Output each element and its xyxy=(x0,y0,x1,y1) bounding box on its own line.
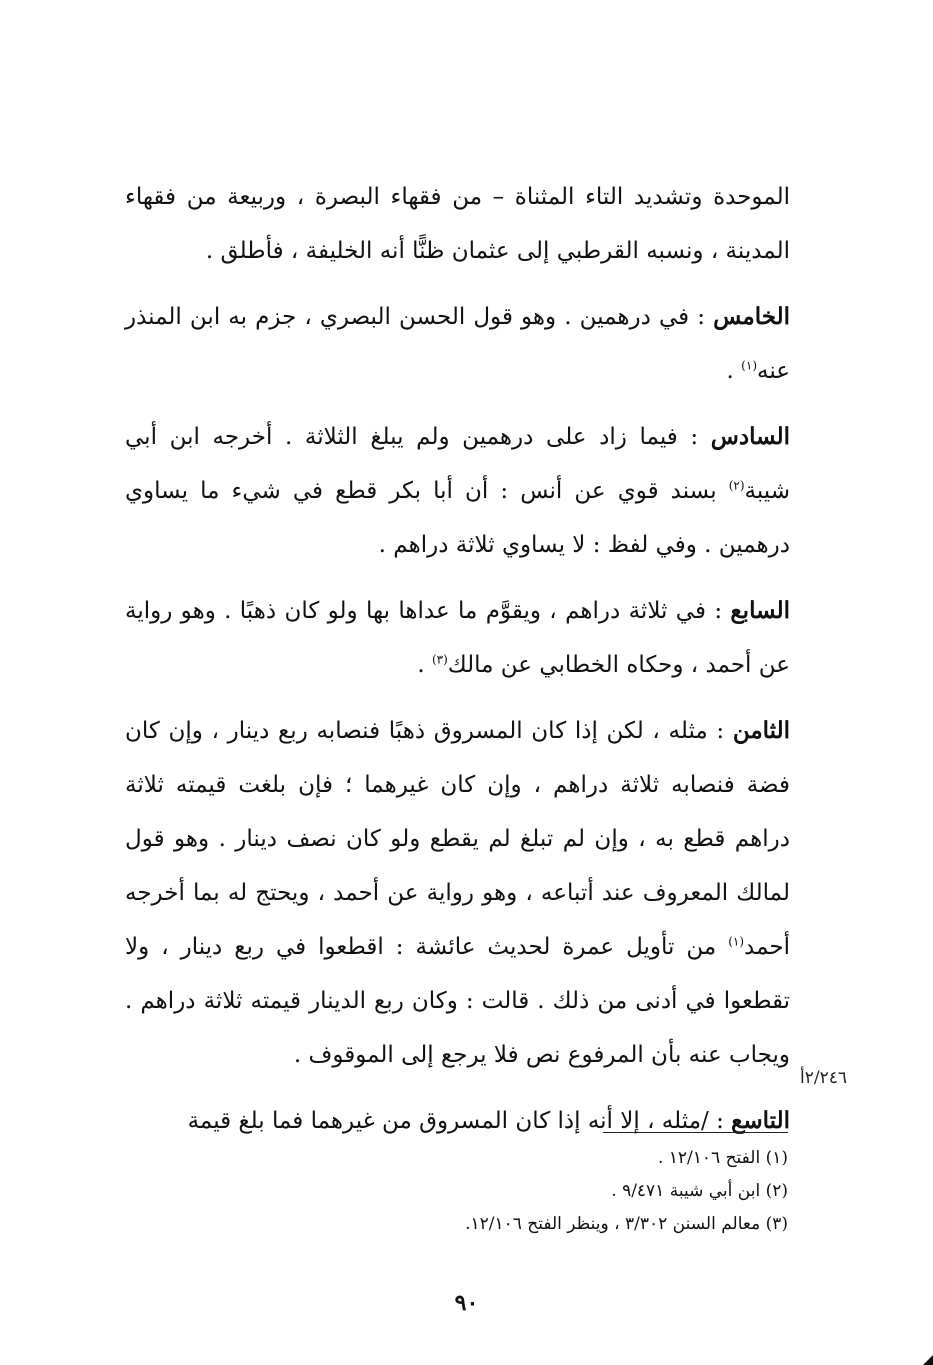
paragraph-term: التاسع xyxy=(731,1107,790,1134)
paragraph-eighth xyxy=(125,704,790,1082)
paragraph-term: السابع xyxy=(730,597,790,624)
footnote-ref: (٢) xyxy=(728,478,745,493)
paragraph-continuation xyxy=(125,170,790,278)
body-text xyxy=(125,170,790,1160)
paragraph-term: الثامن xyxy=(732,717,790,744)
paragraph-text-after: من تأويل عمرة لحديث عائشة : اقطعوا في ربع دينار ، ولا تقطعوا في أدنى من ذلك . قالت : وكان ربع الدينار قيمته ثلاثة دراهم . ويجاب عنه بأن المرفوع نص فلا يرجع إلى الموقوف . xyxy=(125,934,790,1068)
footnote-item: (٣) معالم السنن ٣/٣٠٢ ، وينظر الفتح ١٢/١٠٦. xyxy=(465,1214,788,1234)
paragraph-fifth xyxy=(125,290,790,398)
footnote-divider xyxy=(603,1132,788,1133)
footnote-item: (١) الفتح ١٢/١٠٦ . xyxy=(657,1148,788,1168)
paragraph-text-after: بسند قوي عن أنس : أن أبا بكر قطع في شيء ما يساوي درهمين . وفي لفظ : لا يساوي ثلاثة دراهم . xyxy=(125,478,790,558)
corner-mark xyxy=(923,1355,933,1365)
paragraph-text-after: . xyxy=(726,358,742,384)
paragraph-seventh xyxy=(125,584,790,692)
paragraph-text: : في درهمين . وهو قول الحسن البصري ، جزم به ابن المنذر عنه xyxy=(125,304,790,384)
footnote-ref: (١) xyxy=(741,358,757,373)
paragraph-term: السادس xyxy=(710,423,790,450)
paragraph-text: الموحدة وتشديد التاء المثناة – من فقهاء البصرة ، وربيعة من فقهاء المدينة ، ونسبه القرطبي إلى عثمان ظنًّا أنه الخليفة ، فأطلق . xyxy=(125,184,790,264)
paragraph-text: : /مثله ، إلا أنه إذا كان المسروق من غيرهما فما بلغ قيمة xyxy=(187,1108,732,1134)
paragraph-text: : فيما زاد على درهمين ولم يبلغ الثلاثة . أخرجه ابن أبي شيبة xyxy=(125,424,790,504)
paragraph-text: : مثله ، لكن إذا كان المسروق ذهبًا فنصابه ربع دينار ، وإن كان فضة فنصابه ثلاثة دراهم ، وإن كان غيرهما ؛ فإن بلغت قيمته ثلاثة دراهم قطع به ، وإن لم تبلغ لم يقطع ولو كان نصف دينار . وهو قول لمالك المعروف عند أتباعه ، وهو رواية عن أحمد ، ويحتج له بما أخرجه أحمد xyxy=(125,718,790,960)
paragraph-text: : في ثلاثة دراهم ، ويقوَّم ما عداها بها ولو كان ذهبًا . وهو رواية عن أحمد ، وحكاه الخطابي عن مالك xyxy=(125,598,790,678)
footnotes xyxy=(228,1142,788,1241)
footnote-ref: (١) xyxy=(728,934,745,949)
paragraph-term: الخامس xyxy=(713,303,790,330)
footnote-ref: (٣) xyxy=(431,652,448,667)
paragraph-text-after: . xyxy=(417,652,432,678)
paragraph-ninth xyxy=(125,1094,790,1148)
footnote-item: (٢) ابن أبي شيبة ٩/٤٧١ . xyxy=(611,1181,788,1201)
manuscript-folio-note: ٢/٢٤٦أ xyxy=(800,1068,847,1088)
page-number: ٩٠ xyxy=(454,1290,479,1316)
paragraph-sixth xyxy=(125,410,790,572)
